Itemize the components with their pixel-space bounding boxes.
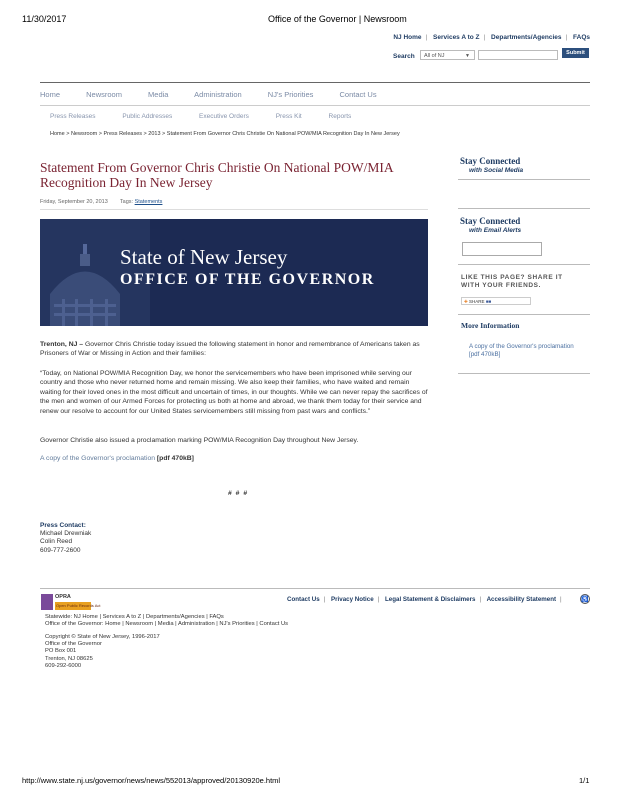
search-scope-value: All of NJ	[424, 53, 445, 59]
search-scope-select[interactable]	[420, 50, 475, 60]
print-title: Office of the Governor | Newsroom	[268, 14, 407, 24]
article-meta	[40, 199, 162, 205]
chevron-down-icon: ▼	[465, 53, 470, 59]
opra-logo-title: OPRA	[55, 594, 71, 600]
sub-nav-public-addresses[interactable]: Public Addresses	[122, 113, 173, 120]
paragraph-proclamation: Governor Christie also issued a proclamation marking POW/MIA Recognition Day throughout New Jersey.	[40, 437, 359, 444]
sub-nav-reports[interactable]: Reports	[328, 113, 352, 120]
dateline: Trenton, NJ –	[40, 341, 84, 348]
print-url: http://www.state.nj.us/governor/news/news/552013/approved/20130920e.html	[22, 776, 281, 785]
press-contact-name-2: Colin Reed	[40, 538, 73, 546]
proclamation-link-text[interactable]: A copy of the Governor's proclamation	[40, 455, 156, 462]
share-icon: ✚	[464, 299, 468, 304]
opra-logo[interactable]	[41, 594, 101, 610]
press-contact	[40, 522, 91, 555]
footer-links: Contact Us | Privacy Notice | Legal Statement & Disclaimers | Accessibility Statement |	[287, 596, 562, 603]
sidebar-rule-2	[458, 208, 590, 209]
proclamation-link[interactable]	[40, 455, 194, 462]
sub-nav	[50, 113, 376, 120]
page-title: Statement From Governor Chris Christie On National POW/MIA Recognition Day In New Jersey	[40, 160, 393, 190]
main-nav-media[interactable]: Media	[148, 90, 169, 99]
nav-bottom-rule	[40, 105, 590, 106]
proclamation-size: [pdf 470kB]	[156, 455, 194, 462]
share-prompt-line-1: LIKE THIS PAGE? SHARE IT	[461, 274, 563, 281]
main-nav-administration[interactable]: Administration	[194, 90, 242, 99]
press-contact-label: Press Contact:	[40, 522, 86, 529]
share-prompt	[461, 274, 563, 290]
accessibility-icon[interactable]: ♿	[580, 594, 590, 604]
footer-address	[45, 641, 102, 670]
footer-link-legal[interactable]: Legal Statement & Disclaimers	[385, 596, 476, 603]
top-nav-services[interactable]: Services A to Z	[433, 34, 480, 41]
meta-rule	[40, 209, 428, 210]
main-nav-contact[interactable]: Contact Us	[339, 90, 377, 99]
stay-connected-email-title: Stay Connected	[460, 216, 521, 226]
footer-address-phone: 609-292-6000	[45, 662, 82, 669]
tags-label: Tags:	[119, 199, 134, 205]
sidebar-rule-3	[458, 264, 590, 265]
banner-state-name: State of New Jersey	[120, 245, 288, 269]
share-prompt-line-2: WITH YOUR FRIENDS.	[461, 282, 542, 289]
search-input[interactable]	[478, 50, 558, 60]
search-submit-button[interactable]: Submit	[562, 48, 589, 58]
main-nav-home[interactable]: Home	[40, 90, 61, 99]
opra-logo-mark	[41, 594, 53, 610]
sidebar-rule-5	[458, 373, 590, 374]
stay-connected-social-sub: with Social Media	[469, 167, 524, 174]
end-marker: # # #	[228, 490, 249, 497]
social-icons: ■■	[485, 299, 492, 304]
article-date: Friday, September 20, 2013	[40, 199, 108, 205]
tag-link-statements[interactable]: Statements	[134, 199, 163, 205]
sub-nav-press-releases[interactable]: Press Releases	[50, 113, 96, 120]
top-nav-departments[interactable]: Departments/Agencies	[491, 34, 562, 41]
print-date: 11/30/2017	[22, 14, 67, 24]
share-button[interactable]	[461, 297, 531, 305]
more-information-title: More Information	[461, 321, 520, 330]
stay-connected-email-sub: with Email Alerts	[469, 227, 522, 234]
email-alert-input[interactable]	[462, 242, 542, 256]
footer-link-privacy[interactable]: Privacy Notice	[331, 596, 374, 603]
paragraph-intro-text: Governor Chris Christie today issued the following statement in honor and remembrance of Americans taken as Prisoners of War or Missing in Action and their families:	[40, 341, 420, 358]
banner-office-name: OFFICE OF THE GOVERNOR	[120, 271, 375, 288]
footer-address-pobox: PO Box 001	[45, 648, 77, 655]
breadcrumb[interactable]: Home > Newsroom > Press Releases > 2013 > Statement From Governor Chris Christie On National POW/MIA Recognition Day In New Jersey	[50, 131, 400, 137]
footer-office-links[interactable]: Office of the Governor: Home | Newsroom | Media | Administration | NJ's Priorities | Contact Us	[45, 621, 289, 627]
press-contact-phone: 609-777-2600	[40, 546, 81, 554]
footer-link-contact[interactable]: Contact Us	[287, 596, 320, 603]
sub-nav-press-kit[interactable]: Press Kit	[275, 113, 302, 120]
press-contact-name-1: Michael Drewniak	[40, 530, 92, 538]
share-button-label: SHARE	[469, 299, 485, 304]
nav-top-rule	[40, 82, 590, 83]
footer-copyright: Copyright © State of New Jersey, 1996-2017	[45, 634, 160, 640]
opra-logo-subtitle: Open Public Records Act	[56, 603, 101, 608]
footer-rule	[40, 588, 590, 589]
sidebar-rule-4	[458, 314, 590, 315]
search-label: Search	[393, 53, 415, 60]
top-nav: NJ Home | Services A to Z | Departments/Agencies | FAQs	[393, 34, 590, 41]
footer-address-city: Trenton, NJ 08625	[45, 655, 93, 662]
main-nav-newsroom[interactable]: Newsroom	[86, 90, 122, 99]
stay-connected-social-title: Stay Connected	[460, 156, 521, 166]
main-nav-priorities[interactable]: NJ's Priorities	[267, 90, 314, 99]
footer-address-office: Office of the Governor	[45, 641, 102, 647]
top-nav-nj-home[interactable]: NJ Home	[393, 34, 422, 41]
sidebar-rule-1	[458, 179, 590, 180]
footer-link-accessibility[interactable]: Accessibility Statement	[486, 596, 557, 603]
print-page-number: 1/1	[579, 776, 590, 785]
paragraph-statement: “Today, on National POW/MIA Recognition Day, we honor the servicemembers who have been imprisoned while serving our country and those who never returned home and remain missing. We also keep their families, who have waited and remain waiting for their loved ones in the most difficult and uncertain of times, in our thoughts. While we can never repay the sacrifices of the men and women of our Armed Forces for protecting us both at home and abroad, we thank them today for their service and renew our resolve to account for our United States servicemembers still missing from past wars and conflicts.”	[40, 370, 428, 415]
sub-nav-executive-orders[interactable]: Executive Orders	[199, 113, 249, 120]
paragraph-intro	[40, 340, 428, 359]
governor-banner	[40, 219, 428, 326]
more-information-link[interactable]: A copy of the Governor's proclamation [pdf 470kB]	[469, 343, 574, 358]
top-nav-faqs[interactable]: FAQs	[573, 34, 590, 41]
main-nav	[40, 90, 401, 99]
footer-statewide-links[interactable]: Statewide: NJ Home | Services A to Z | Departments/Agencies | FAQs	[45, 614, 224, 620]
